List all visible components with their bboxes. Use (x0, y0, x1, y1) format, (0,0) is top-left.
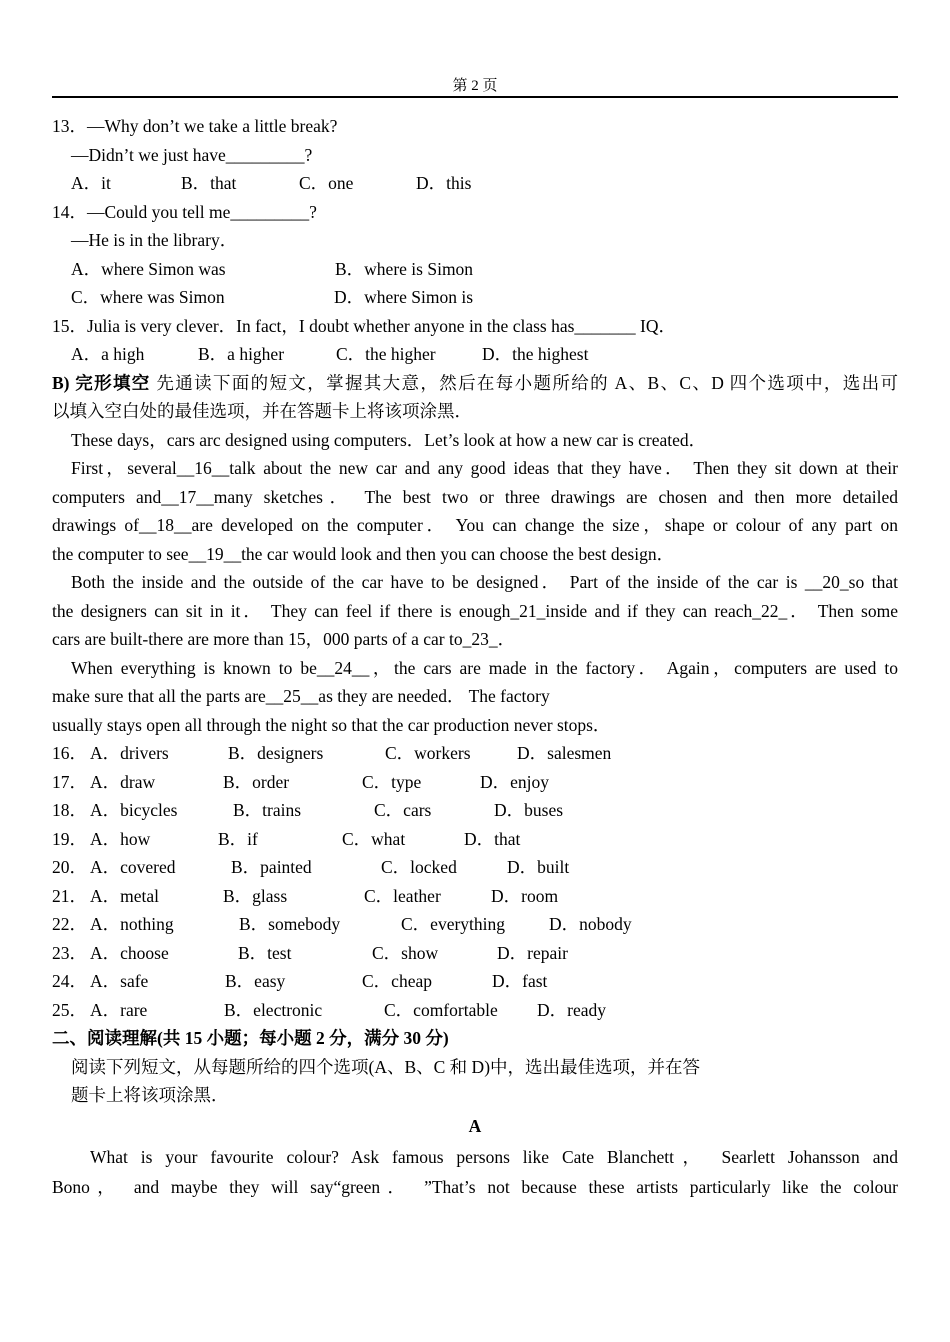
cloze-paragraph-3-line-1: Both the inside and the outside of the car have to be designed． Part of the inside of the car is __20_so that (71, 572, 899, 592)
blank-25[interactable]: __25__ (265, 686, 319, 706)
cloze-paragraph-4-line-1: When everything is known to be__24__，the cars are made in the factory． Again，computers are used to (71, 657, 898, 678)
cloze-option-row (52, 910, 898, 939)
option-a[interactable]: A．a high (71, 344, 145, 364)
option-a[interactable]: A．it (71, 173, 111, 193)
page-number: 第 2 页 (452, 78, 498, 94)
blank-17[interactable]: __17__ (161, 486, 214, 507)
option-d[interactable]: D．salesmen (517, 743, 612, 763)
option-d[interactable]: D．nobody (549, 914, 632, 934)
option-c[interactable]: C．cars (374, 800, 432, 820)
question-14-options-cd (52, 283, 898, 312)
option-c[interactable]: C．where was Simon (71, 287, 225, 307)
option-b[interactable]: B．painted (231, 857, 312, 877)
question-15-options (52, 340, 898, 369)
cloze-option-row (52, 882, 898, 911)
option-b[interactable]: B．somebody (239, 914, 341, 934)
option-d[interactable]: D．this (416, 173, 472, 193)
option-d[interactable]: D．where Simon is (334, 287, 474, 307)
option-b[interactable]: B．designers (228, 743, 324, 763)
passage-a-line-1: What is your favourite colour? Ask famous persons like Cate Blanchett， Searlett Johansson and (90, 1146, 898, 1167)
option-a[interactable]: A．nothing (90, 914, 174, 934)
cloze-paragraph-1: These days，cars arc designed using computers．Let’s look at how a new car is created． (71, 429, 707, 450)
cloze-option-row (52, 768, 898, 797)
cloze-options (52, 739, 898, 1024)
option-c[interactable]: C．locked (381, 857, 457, 877)
cloze-option-row (52, 739, 898, 768)
reading-instruction-cont: 题卡上将该项涂黑． (71, 1085, 229, 1105)
page-content (52, 112, 898, 1202)
option-c[interactable]: C．the higher (336, 344, 436, 364)
option-b[interactable]: B．where is Simon (335, 258, 474, 279)
option-d[interactable]: D．enjoy (480, 771, 550, 792)
cloze-paragraph-3-line-3: cars are built-there are more than 15，000 parts of a car to_23_． (52, 629, 516, 649)
blank-16[interactable]: __16__ (176, 458, 230, 478)
option-b[interactable]: B．electronic (224, 999, 323, 1020)
cloze-paragraph-2-line-4: the computer to see__19__the car would look and then you can choose the best design． (52, 543, 675, 564)
option-d[interactable]: D．built (507, 857, 570, 877)
option-c[interactable]: C．cheap (362, 971, 432, 991)
option-b[interactable]: B．glass (223, 885, 288, 906)
question-number: 23． (52, 942, 87, 963)
blank-21[interactable]: _21_ (510, 600, 546, 621)
cloze-option-row (52, 939, 898, 968)
cloze-instruction: B) 完形填空 先通读下面的短文，掌握其大意，然后在每小题所给的 A、B、C、D 四个选项中，选出可 (52, 372, 898, 393)
option-a[interactable]: A．draw (90, 771, 156, 792)
option-c[interactable]: C．type (362, 771, 422, 792)
blank-19[interactable]: __19__ (188, 543, 242, 564)
option-d[interactable]: D．buses (494, 800, 564, 820)
option-b[interactable]: B．a higher (198, 344, 285, 364)
cloze-option-row (52, 825, 898, 854)
option-a[interactable]: A．covered (90, 857, 176, 877)
option-d[interactable]: D．ready (537, 999, 607, 1020)
blank-23[interactable]: _23_ (462, 629, 498, 649)
blank-24[interactable]: __24__ (316, 657, 370, 678)
question-number: 25． (52, 999, 87, 1020)
question-number: 16． (52, 743, 87, 763)
passage-a-line-2: Bono， and maybe they will say“green． ”That’s not because these artists particularly like the colour (52, 1176, 898, 1197)
option-b[interactable]: B．if (218, 828, 258, 849)
option-c[interactable]: C．comfortable (384, 999, 498, 1020)
option-c[interactable]: C．leather (364, 885, 441, 906)
option-a[interactable]: A．choose (90, 942, 169, 963)
option-b[interactable]: B．trains (233, 800, 302, 820)
option-a[interactable]: A．safe (90, 971, 149, 991)
option-a[interactable]: A．metal (90, 885, 160, 906)
option-c[interactable]: C．everything (401, 914, 506, 934)
cloze-paragraph-2-line-1: First，several__16__talk about the new car and any good ideas that they have． Then they sit down at their (71, 458, 898, 478)
section-a-title: A (468, 1115, 482, 1136)
cloze-heading: B) 完形填空 (52, 372, 151, 393)
question-number: 21． (52, 885, 87, 906)
cloze-paragraph-2-line-3: drawings of__18__are developed on the computer． You can change the size，shape or colour of any part on (52, 515, 898, 535)
question-14-options-ab (52, 255, 898, 284)
page-header (52, 76, 898, 98)
option-b[interactable]: B．test (238, 942, 292, 963)
option-d[interactable]: D．that (464, 828, 521, 849)
cloze-paragraph-4-line-3: usually stays open all through the night so that the car production never stops． (52, 714, 611, 735)
question-number: 20． (52, 857, 87, 877)
question-15: 15．Julia is very clever．In fact，I doubt whether anyone in the class has_______ IQ． (52, 315, 677, 336)
option-c[interactable]: C．what (342, 828, 406, 849)
reading-heading: 二、阅读理解(共 15 小题；每小题 2 分，满分 30 分) (52, 1028, 449, 1048)
question-13-response: —Didn’t we just have_________? (71, 144, 313, 165)
option-a[interactable]: A．bicycles (90, 800, 178, 820)
option-a[interactable]: A．drivers (90, 743, 169, 763)
cloze-option-row (52, 967, 898, 996)
cloze-paragraph-4-line-2: make sure that all the parts are__25__as they are needed． The factory (52, 686, 550, 706)
question-number: 19． (52, 828, 87, 849)
option-b[interactable]: B．order (223, 771, 290, 792)
question-number: 17． (52, 771, 87, 792)
option-d[interactable]: D．fast (492, 971, 548, 991)
option-a[interactable]: A．rare (90, 999, 148, 1020)
option-b[interactable]: B．easy (225, 971, 286, 991)
option-a[interactable]: A．where Simon was (71, 258, 226, 279)
blank-22[interactable]: _22_ (752, 600, 788, 621)
reading-instruction: 阅读下列短文，从每题所给的四个选项(A、B、C 和 D)中，选出最佳选项，并在答 (71, 1056, 701, 1077)
cloze-paragraph-2-line-2: computers and__17__many sketches． The best two or three drawings are chosen and then more detailed (52, 486, 898, 507)
option-a[interactable]: A．how (90, 828, 151, 849)
option-d[interactable]: D．repair (497, 942, 568, 963)
option-c[interactable]: C．workers (385, 743, 471, 763)
blank-18[interactable]: __18__ (139, 515, 192, 535)
cloze-paragraph-3-line-2: the designers can sit in it． They can feel if there is enough_21_inside and if they can reach_22_． Then some (52, 600, 898, 621)
option-d[interactable]: D．the highest (482, 344, 589, 364)
blank-20[interactable]: __20_ (804, 572, 849, 592)
cloze-option-row (52, 796, 898, 825)
question-14: 14．—Could you tell me_________? (52, 201, 317, 222)
cloze-option-row (52, 853, 898, 882)
cloze-option-row (52, 996, 898, 1025)
question-number: 24． (52, 971, 87, 991)
question-13: 13．—Why don’t we take a little break? (52, 116, 338, 136)
question-13-options (52, 169, 898, 198)
question-14-response: —He is in the library． (71, 230, 238, 250)
option-c[interactable]: C．one (299, 173, 354, 193)
question-number: 22． (52, 914, 87, 934)
option-c[interactable]: C．show (372, 942, 439, 963)
option-d[interactable]: D．room (491, 885, 559, 906)
question-number: 18． (52, 800, 87, 820)
option-b[interactable]: B．that (181, 173, 237, 193)
cloze-instruction-cont: 以填入空白处的最佳选项，并在答题卡上将该项涂黑． (52, 401, 472, 421)
